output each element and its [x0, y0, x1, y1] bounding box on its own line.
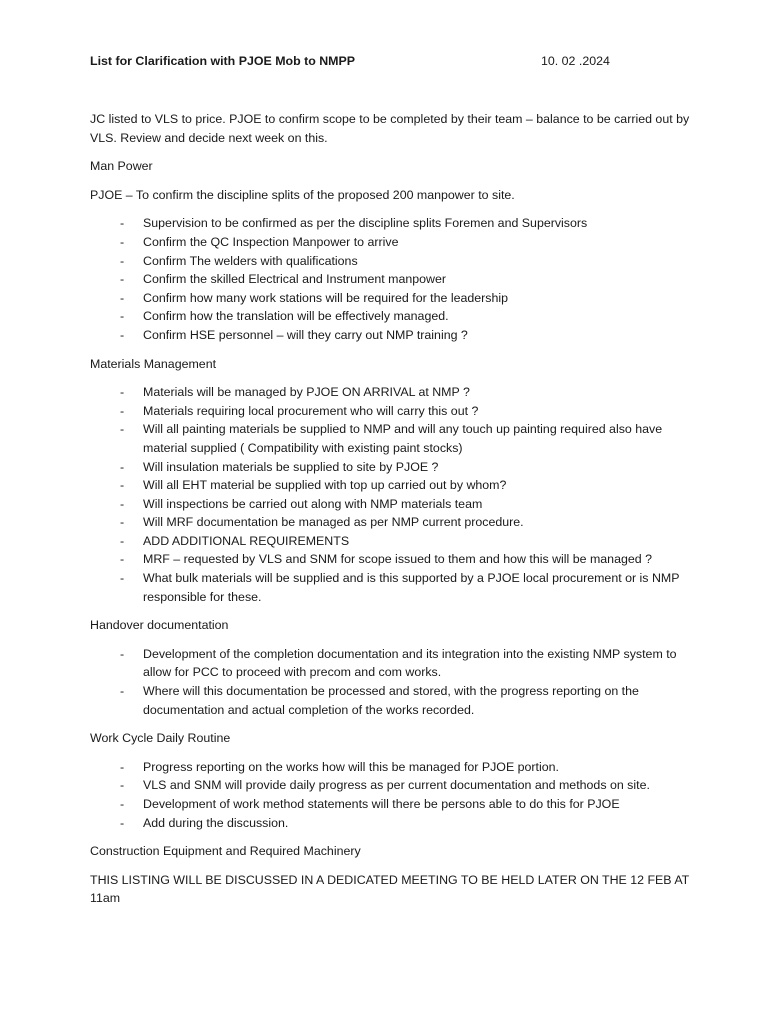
section-heading: Man Power: [90, 159, 153, 174]
bullet-dash: -: [120, 216, 125, 231]
list-item-text: Will insulation materials be supplied to site by PJOE ?: [143, 459, 439, 474]
list-item: [90, 233, 690, 252]
bullet-dash: -: [120, 646, 125, 661]
list-item-text: Confirm HSE personnel – will they carry out NMP training ?: [143, 327, 468, 342]
bullet-dash: -: [120, 815, 125, 830]
bullet-list: [90, 214, 690, 344]
list-item-text: Development of the completion documentation and its integration into the existing NMP system to allow for PCC to proceed with precom and com works.: [143, 646, 677, 680]
list-item-text: Confirm the skilled Electrical and Instrument manpower: [143, 272, 447, 287]
bullet-dash: -: [120, 253, 125, 268]
bullet-dash: -: [120, 533, 125, 548]
list-item-text: Supervision to be confirmed as per the discipline splits Foremen and Supervisors: [143, 216, 588, 231]
list-item: [90, 513, 690, 532]
document-title: List for Clarification with PJOE Mob to NMPP: [90, 54, 356, 68]
list-item: [90, 645, 690, 682]
list-item-text: Materials will be managed by PJOE ON ARRIVAL at NMP ?: [143, 385, 470, 400]
list-item-text: Where will this documentation be processed and stored, with the progress reporting on the documentation and actual completion of the works recorded.: [143, 684, 639, 717]
bullet-dash: -: [120, 552, 125, 567]
list-item-text: Confirm the QC Inspection Manpower to arrive: [143, 234, 399, 249]
bullet-list: [90, 383, 690, 606]
list-item: [90, 270, 690, 289]
list-item: [90, 476, 690, 495]
list-item: [90, 550, 690, 569]
bullet-dash: -: [120, 385, 125, 400]
section-heading: Materials Management: [90, 356, 217, 371]
list-item: [90, 252, 690, 271]
document-date: 10. 02 .2024: [541, 54, 610, 68]
list-item-text: Development of work method statements will there be persons able to do this for PJOE: [143, 797, 620, 811]
list-item-text: Confirm how many work stations will be required for the leadership: [143, 290, 508, 305]
bullet-dash: -: [120, 309, 125, 324]
bullet-dash: -: [120, 571, 125, 586]
list-item: [90, 326, 690, 345]
list-item: [90, 532, 690, 551]
bullet-dash: -: [120, 778, 125, 793]
list-item: [90, 814, 690, 833]
section-statement: PJOE – To confirm the discipline splits of the proposed 200 manpower to site.: [90, 187, 515, 202]
list-item: [90, 776, 690, 795]
list-item-text: Will all painting materials be supplied to NMP and will any touch up painting required also have material supplied ( Compatibility with existing paint stocks): [143, 422, 663, 455]
section-heading: Work Cycle Daily Routine: [90, 731, 231, 746]
list-item-text: VLS and SNM will provide daily progress as per current documentation and methods on site.: [143, 778, 650, 793]
list-item-text: What bulk materials will be supplied and is this supported by a PJOE local procurement or is NMP responsible for these.: [143, 571, 680, 604]
list-item: [90, 458, 690, 477]
list-item: [90, 383, 690, 402]
bullet-dash: -: [120, 797, 125, 811]
list-item-text: Confirm The welders with qualifications: [143, 253, 358, 268]
list-item-text: Progress reporting on the works how will this be managed for PJOE portion.: [143, 759, 559, 774]
list-item: [90, 495, 690, 514]
bullet-dash: -: [120, 422, 125, 437]
list-item: [90, 758, 690, 777]
document-page: [90, 52, 690, 908]
bullet-list: [90, 758, 690, 832]
document-header: [90, 52, 690, 72]
bullet-dash: -: [120, 459, 125, 474]
list-item: [90, 307, 690, 326]
list-item-text: Will all EHT material be supplied with top up carried out by whom?: [143, 478, 507, 493]
list-item-text: Materials requiring local procurement who will carry this out ?: [143, 403, 479, 418]
list-item-text: Will inspections be carried out along with NMP materials team: [143, 496, 483, 511]
list-item: [90, 682, 690, 719]
bullet-dash: -: [120, 272, 125, 287]
list-item-text: Will MRF documentation be managed as per NMP current procedure.: [143, 515, 524, 530]
bullet-dash: -: [120, 515, 125, 530]
section-heading: Handover documentation: [90, 618, 229, 633]
bullet-dash: -: [120, 290, 125, 305]
bullet-dash: -: [120, 496, 125, 511]
list-item: [90, 289, 690, 308]
bullet-dash: -: [120, 327, 125, 342]
bullet-dash: -: [120, 234, 125, 249]
intro-paragraph: JC listed to VLS to price. PJOE to confirm scope to be completed by their team – balance to be carried out by VLS. Review and decide next week on this.: [90, 112, 690, 145]
bullet-dash: -: [120, 759, 125, 774]
bullet-dash: -: [120, 403, 125, 418]
list-item-text: MRF – requested by VLS and SNM for scope issued to them and how this will be managed ?: [143, 552, 652, 567]
section-heading: Construction Equipment and Required Machinery: [90, 844, 361, 859]
sections-container: [90, 157, 690, 861]
bullet-dash: -: [120, 684, 125, 699]
list-item: [90, 420, 690, 457]
list-item: [90, 402, 690, 421]
list-item-text: ADD ADDITIONAL REQUIREMENTS: [143, 533, 350, 548]
list-item: [90, 214, 690, 233]
list-item: [90, 795, 690, 814]
list-item: [90, 569, 690, 606]
bullet-dash: -: [120, 478, 125, 493]
closing-statement: THIS LISTING WILL BE DISCUSSED IN A DEDICATED MEETING TO BE HELD LATER ON THE 12 FEB AT 11am: [90, 872, 690, 906]
bullet-list: [90, 645, 690, 719]
list-item-text: Confirm how the translation will be effectively managed.: [143, 309, 449, 324]
list-item-text: Add during the discussion.: [143, 815, 289, 830]
